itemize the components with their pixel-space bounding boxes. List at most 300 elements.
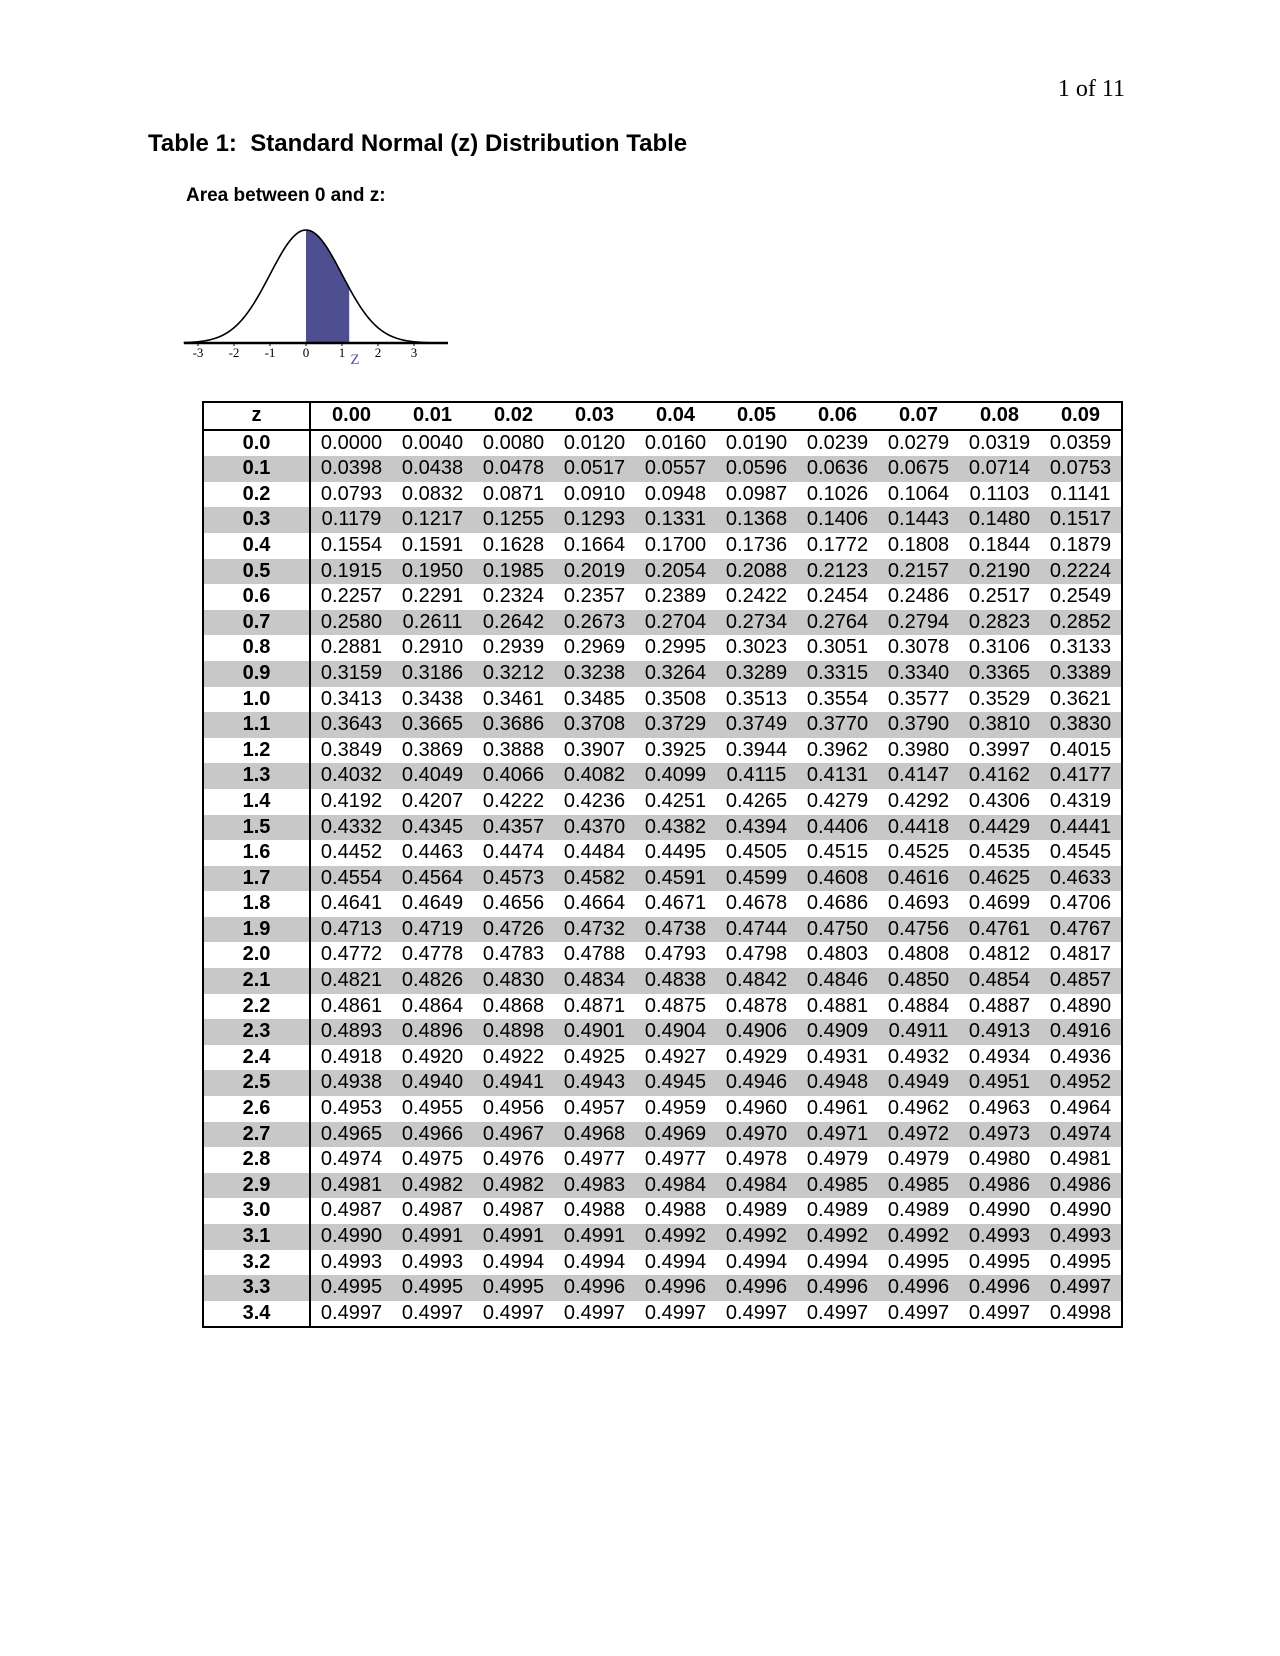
area-value-cell: 0.4726 — [473, 917, 554, 943]
area-value-cell: 0.0398 — [310, 456, 392, 482]
area-value-cell: 0.3708 — [554, 712, 635, 738]
table-row — [203, 738, 1122, 764]
area-value-cell: 0.3643 — [310, 712, 392, 738]
area-value-cell: 0.0753 — [1040, 456, 1122, 482]
area-value-cell: 0.4345 — [392, 815, 473, 841]
area-value-cell: 0.4996 — [797, 1275, 878, 1301]
area-value-cell: 0.0517 — [554, 456, 635, 482]
table-row — [203, 1096, 1122, 1122]
area-value-cell: 0.4985 — [878, 1173, 959, 1199]
area-value-cell: 0.4955 — [401, 1097, 464, 1120]
area-value-cell: 0.4982 — [473, 1173, 554, 1199]
shaded-area — [306, 230, 349, 343]
table-row — [203, 533, 1122, 559]
table-row — [203, 840, 1122, 866]
area-value-cell: 0.4251 — [644, 789, 707, 812]
area-value-cell: 0.3133 — [1049, 636, 1112, 659]
column-header: 0.09 — [1040, 402, 1122, 430]
area-value-cell: 0.4976 — [482, 1148, 545, 1171]
area-value-cell: 0.4394 — [716, 815, 797, 841]
z-value-cell: 2.6 — [203, 1096, 310, 1122]
table-row — [203, 763, 1122, 789]
area-value-cell: 0.4656 — [482, 892, 545, 915]
area-value-cell: 0.4306 — [968, 789, 1031, 812]
area-value-cell: 0.3264 — [635, 661, 716, 687]
column-header-z: z — [203, 402, 310, 430]
area-value-cell: 0.4997 — [482, 1301, 545, 1324]
area-value-cell: 0.4962 — [887, 1097, 950, 1120]
area-value-cell: 0.4994 — [725, 1250, 788, 1273]
area-value-cell: 0.4943 — [554, 1070, 635, 1096]
z-value-cell: 2.9 — [203, 1173, 310, 1199]
z-value-cell: 1.1 — [203, 712, 310, 738]
area-value-cell: 0.4686 — [806, 892, 869, 915]
area-value-cell: 0.0000 — [320, 431, 383, 454]
area-value-cell: 0.4854 — [959, 968, 1040, 994]
area-value-cell: 0.4997 — [968, 1301, 1031, 1324]
area-value-cell: 0.4995 — [473, 1275, 554, 1301]
area-value-cell: 0.4965 — [310, 1122, 392, 1148]
z-value-cell: 3.3 — [203, 1275, 310, 1301]
area-value-cell: 0.4767 — [1040, 917, 1122, 943]
area-value-cell: 0.4788 — [563, 943, 626, 966]
area-value-cell: 0.3438 — [401, 687, 464, 710]
area-value-cell: 0.0478 — [473, 456, 554, 482]
area-value-cell: 0.1915 — [310, 559, 392, 585]
area-value-cell: 0.4678 — [725, 892, 788, 915]
column-header: 0.06 — [797, 402, 878, 430]
z-value-cell: 2.5 — [203, 1070, 310, 1096]
area-value-cell: 0.4996 — [959, 1275, 1040, 1301]
area-value-cell: 0.4279 — [806, 789, 869, 812]
area-value-cell: 0.4616 — [878, 866, 959, 892]
area-value-cell: 0.4987 — [401, 1199, 464, 1222]
area-value-cell: 0.4994 — [806, 1250, 869, 1273]
area-value-cell: 0.4989 — [806, 1199, 869, 1222]
area-value-cell: 0.4838 — [635, 968, 716, 994]
area-value-cell: 0.4474 — [482, 841, 545, 864]
area-value-cell: 0.4992 — [878, 1224, 959, 1250]
area-value-cell: 0.1368 — [716, 507, 797, 533]
area-value-cell: 0.3907 — [563, 738, 626, 761]
area-value-cell: 0.4992 — [797, 1224, 878, 1250]
area-value-cell: 0.0120 — [563, 431, 626, 454]
area-value-cell: 0.4015 — [1049, 738, 1112, 761]
area-value-cell: 0.2257 — [320, 585, 383, 608]
area-value-cell: 0.2123 — [797, 559, 878, 585]
column-header: 0.01 — [392, 402, 473, 430]
table-row — [203, 482, 1122, 508]
column-header: 0.03 — [554, 402, 635, 430]
area-value-cell: 0.4920 — [401, 1045, 464, 1068]
area-value-cell: 0.4904 — [635, 1019, 716, 1045]
area-value-cell: 0.4319 — [1049, 789, 1112, 812]
area-value-cell: 0.1517 — [1040, 507, 1122, 533]
area-value-cell: 0.3159 — [310, 661, 392, 687]
area-value-cell: 0.4986 — [959, 1173, 1040, 1199]
area-value-cell: 0.4911 — [878, 1019, 959, 1045]
area-value-cell: 0.4826 — [392, 968, 473, 994]
area-value-cell: 0.4525 — [887, 841, 950, 864]
area-value-cell: 0.2939 — [482, 636, 545, 659]
area-value-cell: 0.4987 — [482, 1199, 545, 1222]
area-value-cell: 0.4993 — [959, 1224, 1040, 1250]
area-value-cell: 0.3106 — [968, 636, 1031, 659]
table-row — [203, 456, 1122, 482]
area-value-cell: 0.1844 — [968, 533, 1031, 556]
area-value-cell: 0.4945 — [635, 1070, 716, 1096]
z-value-cell: 2.8 — [203, 1147, 310, 1173]
table-row — [203, 559, 1122, 585]
area-value-cell: 0.4971 — [797, 1122, 878, 1148]
area-value-cell: 0.4147 — [878, 763, 959, 789]
area-value-cell: 0.4960 — [725, 1097, 788, 1120]
area-value-cell: 0.4484 — [563, 841, 626, 864]
area-value-cell: 0.3621 — [1049, 687, 1112, 710]
area-value-cell: 0.4982 — [392, 1173, 473, 1199]
area-value-cell: 0.2852 — [1040, 610, 1122, 636]
area-value-cell: 0.4573 — [473, 866, 554, 892]
area-value-cell: 0.4881 — [806, 994, 869, 1017]
area-value-cell: 0.1331 — [635, 507, 716, 533]
area-value-cell: 0.4980 — [968, 1148, 1031, 1171]
area-value-cell: 0.4938 — [310, 1070, 392, 1096]
column-header: 0.00 — [310, 402, 392, 430]
area-value-cell: 0.4995 — [392, 1275, 473, 1301]
area-value-cell: 0.0636 — [797, 456, 878, 482]
z-value-cell: 0.4 — [203, 533, 310, 559]
area-value-cell: 0.4066 — [473, 763, 554, 789]
area-value-cell: 0.4989 — [887, 1199, 950, 1222]
area-value-cell: 0.4625 — [959, 866, 1040, 892]
area-value-cell: 0.4591 — [635, 866, 716, 892]
area-value-cell: 0.4893 — [310, 1019, 392, 1045]
area-value-cell: 0.3749 — [716, 712, 797, 738]
area-value-cell: 0.4997 — [320, 1301, 383, 1324]
area-value-cell: 0.2486 — [887, 585, 950, 608]
area-value-cell: 0.4599 — [716, 866, 797, 892]
area-value-cell: 0.3508 — [644, 687, 707, 710]
area-value-cell: 0.4857 — [1040, 968, 1122, 994]
area-value-cell: 0.4996 — [635, 1275, 716, 1301]
area-value-cell: 0.4793 — [644, 943, 707, 966]
table-row — [203, 891, 1122, 917]
area-value-cell: 0.4934 — [968, 1045, 1031, 1068]
area-value-cell: 0.4963 — [968, 1097, 1031, 1120]
table-row — [203, 687, 1122, 713]
area-value-cell: 0.4265 — [725, 789, 788, 812]
z-value-cell: 1.0 — [203, 687, 310, 713]
area-value-cell: 0.4997 — [563, 1301, 626, 1324]
z-value-cell: 0.5 — [203, 559, 310, 585]
area-value-cell: 0.4535 — [968, 841, 1031, 864]
table-row — [203, 712, 1122, 738]
area-value-cell: 0.1406 — [797, 507, 878, 533]
area-value-cell: 0.4994 — [563, 1250, 626, 1273]
area-value-cell: 0.4984 — [716, 1173, 797, 1199]
area-value-cell: 0.4916 — [1040, 1019, 1122, 1045]
area-value-cell: 0.4418 — [878, 815, 959, 841]
area-value-cell: 0.4922 — [482, 1045, 545, 1068]
area-value-cell: 0.3869 — [401, 738, 464, 761]
area-value-cell: 0.4846 — [797, 968, 878, 994]
area-value-cell: 0.4463 — [401, 841, 464, 864]
area-value-cell: 0.4981 — [310, 1173, 392, 1199]
area-value-cell: 0.3686 — [473, 712, 554, 738]
area-value-cell: 0.4292 — [887, 789, 950, 812]
axis-tick-label: 2 — [374, 345, 382, 360]
table-row — [203, 1147, 1122, 1173]
area-value-cell: 0.0438 — [392, 456, 473, 482]
table-row — [203, 584, 1122, 610]
table-row — [203, 968, 1122, 994]
area-value-cell: 0.4131 — [797, 763, 878, 789]
area-value-cell: 0.1700 — [644, 533, 707, 556]
area-value-cell: 0.4738 — [635, 917, 716, 943]
table-row — [203, 1250, 1122, 1276]
z-value-cell: 0.7 — [203, 610, 310, 636]
area-value-cell: 0.0160 — [644, 431, 707, 454]
area-value-cell: 0.2764 — [797, 610, 878, 636]
area-value-cell: 0.4861 — [320, 994, 383, 1017]
area-value-cell: 0.4973 — [959, 1122, 1040, 1148]
table-row — [203, 994, 1122, 1020]
z-distribution-table — [202, 401, 1123, 1328]
table-row — [203, 610, 1122, 636]
area-value-cell: 0.0948 — [644, 482, 707, 505]
area-value-cell: 0.4964 — [1049, 1097, 1112, 1120]
area-value-cell: 0.4961 — [806, 1097, 869, 1120]
area-value-cell: 0.3849 — [320, 738, 383, 761]
area-value-cell: 0.4868 — [482, 994, 545, 1017]
area-value-cell: 0.4778 — [401, 943, 464, 966]
area-value-cell: 0.2794 — [878, 610, 959, 636]
area-value-cell: 0.4995 — [968, 1250, 1031, 1273]
area-value-cell: 0.0793 — [320, 482, 383, 505]
column-header: 0.05 — [716, 402, 797, 430]
area-value-cell: 0.2357 — [563, 585, 626, 608]
area-value-cell: 0.4979 — [887, 1148, 950, 1171]
area-value-cell: 0.4798 — [725, 943, 788, 966]
area-value-cell: 0.3023 — [725, 636, 788, 659]
table-row — [203, 1019, 1122, 1045]
area-value-cell: 0.4901 — [554, 1019, 635, 1045]
area-value-cell: 0.2389 — [644, 585, 707, 608]
area-value-cell: 0.3577 — [887, 687, 950, 710]
area-value-cell: 0.4977 — [644, 1148, 707, 1171]
area-value-cell: 0.4909 — [797, 1019, 878, 1045]
area-value-cell: 0.1064 — [887, 482, 950, 505]
area-value-cell: 0.3665 — [392, 712, 473, 738]
z-value-cell: 1.9 — [203, 917, 310, 943]
area-value-cell: 0.4994 — [482, 1250, 545, 1273]
area-value-cell: 0.1950 — [392, 559, 473, 585]
area-value-cell: 0.4115 — [716, 763, 797, 789]
area-value-cell: 0.3051 — [806, 636, 869, 659]
z-value-cell: 3.1 — [203, 1224, 310, 1250]
area-value-cell: 0.3513 — [725, 687, 788, 710]
area-value-cell: 0.3315 — [797, 661, 878, 687]
area-value-cell: 0.2549 — [1049, 585, 1112, 608]
z-value-cell: 2.4 — [203, 1045, 310, 1071]
area-value-cell: 0.4986 — [1040, 1173, 1122, 1199]
area-value-cell: 0.3186 — [392, 661, 473, 687]
area-value-cell: 0.4997 — [401, 1301, 464, 1324]
area-value-cell: 0.4207 — [401, 789, 464, 812]
area-value-cell: 0.4932 — [887, 1045, 950, 1068]
area-value-cell: 0.4875 — [644, 994, 707, 1017]
area-value-cell: 0.4991 — [392, 1224, 473, 1250]
area-value-cell: 0.4959 — [644, 1097, 707, 1120]
area-value-cell: 0.4953 — [320, 1097, 383, 1120]
area-value-cell: 0.4772 — [320, 943, 383, 966]
area-value-cell: 0.2190 — [959, 559, 1040, 585]
area-value-cell: 0.3389 — [1040, 661, 1122, 687]
table-row — [203, 789, 1122, 815]
area-value-cell: 0.4890 — [1049, 994, 1112, 1017]
area-value-cell: 0.0239 — [806, 431, 869, 454]
table-row — [203, 1045, 1122, 1071]
area-value-cell: 0.4429 — [959, 815, 1040, 841]
z-value-cell: 1.4 — [203, 789, 310, 815]
area-value-cell: 0.4946 — [716, 1070, 797, 1096]
area-value-cell: 0.4332 — [310, 815, 392, 841]
area-value-cell: 0.4357 — [473, 815, 554, 841]
area-value-cell: 0.4664 — [563, 892, 626, 915]
table-row — [203, 1122, 1122, 1148]
area-value-cell: 0.4049 — [392, 763, 473, 789]
area-value-cell: 0.4370 — [554, 815, 635, 841]
z-value-cell: 0.2 — [203, 482, 310, 508]
area-value-cell: 0.4783 — [482, 943, 545, 966]
table-row — [203, 866, 1122, 892]
area-value-cell: 0.3529 — [968, 687, 1031, 710]
area-value-cell: 0.4974 — [320, 1148, 383, 1171]
area-value-cell: 0.0080 — [482, 431, 545, 454]
area-value-cell: 0.0190 — [725, 431, 788, 454]
area-value-cell: 0.1255 — [473, 507, 554, 533]
area-value-cell: 0.4918 — [320, 1045, 383, 1068]
area-value-cell: 0.1480 — [959, 507, 1040, 533]
z-value-cell: 0.9 — [203, 661, 310, 687]
z-value-cell: 1.2 — [203, 738, 310, 764]
area-value-cell: 0.4177 — [1040, 763, 1122, 789]
area-value-cell: 0.2291 — [401, 585, 464, 608]
z-axis-label: Z — [350, 352, 360, 365]
z-value-cell: 3.2 — [203, 1250, 310, 1276]
area-value-cell: 0.4997 — [644, 1301, 707, 1324]
area-value-cell: 0.2910 — [401, 636, 464, 659]
area-value-cell: 0.1026 — [806, 482, 869, 505]
area-value-cell: 0.4236 — [563, 789, 626, 812]
area-value-cell: 0.2422 — [725, 585, 788, 608]
area-value-cell: 0.4693 — [887, 892, 950, 915]
area-value-cell: 0.4608 — [797, 866, 878, 892]
column-header: 0.04 — [635, 402, 716, 430]
area-value-cell: 0.1985 — [473, 559, 554, 585]
area-value-cell: 0.4991 — [554, 1224, 635, 1250]
area-value-cell: 0.4995 — [887, 1250, 950, 1273]
area-value-cell: 0.4641 — [320, 892, 383, 915]
area-value-cell: 0.4998 — [1049, 1301, 1112, 1324]
area-value-cell: 0.0557 — [635, 456, 716, 482]
area-value-cell: 0.4821 — [310, 968, 392, 994]
area-value-cell: 0.3997 — [968, 738, 1031, 761]
area-value-cell: 0.0596 — [716, 456, 797, 482]
z-value-cell: 2.3 — [203, 1019, 310, 1045]
area-value-cell: 0.0675 — [878, 456, 959, 482]
area-value-cell: 0.4997 — [887, 1301, 950, 1324]
area-value-cell: 0.1293 — [554, 507, 635, 533]
area-value-cell: 0.3461 — [482, 687, 545, 710]
area-value-cell: 0.3790 — [878, 712, 959, 738]
area-value-cell: 0.3078 — [887, 636, 950, 659]
z-value-cell: 2.0 — [203, 942, 310, 968]
area-value-cell: 0.4732 — [554, 917, 635, 943]
z-value-cell: 2.7 — [203, 1122, 310, 1148]
area-value-cell: 0.4162 — [959, 763, 1040, 789]
axis-tick-label: -2 — [228, 345, 240, 360]
area-value-cell: 0.4956 — [482, 1097, 545, 1120]
area-value-cell: 0.4750 — [797, 917, 878, 943]
area-value-cell: 0.3888 — [482, 738, 545, 761]
area-value-cell: 0.3925 — [644, 738, 707, 761]
column-header: 0.07 — [878, 402, 959, 430]
area-value-cell: 0.1736 — [725, 533, 788, 556]
area-value-cell: 0.3485 — [563, 687, 626, 710]
area-value-cell: 0.4878 — [725, 994, 788, 1017]
area-value-cell: 0.1664 — [563, 533, 626, 556]
area-value-cell: 0.2995 — [644, 636, 707, 659]
area-value-cell: 0.0832 — [401, 482, 464, 505]
normal-curve-figure — [180, 215, 460, 365]
area-value-cell: 0.4966 — [392, 1122, 473, 1148]
z-value-cell: 3.4 — [203, 1301, 310, 1328]
area-value-cell: 0.4988 — [563, 1199, 626, 1222]
area-value-cell: 0.4761 — [959, 917, 1040, 943]
area-value-cell: 0.4896 — [392, 1019, 473, 1045]
area-value-cell: 0.4970 — [716, 1122, 797, 1148]
area-value-cell: 0.1628 — [482, 533, 545, 556]
z-value-cell: 1.5 — [203, 815, 310, 841]
area-value-cell: 0.2704 — [635, 610, 716, 636]
area-value-cell: 0.4985 — [797, 1173, 878, 1199]
area-value-cell: 0.4545 — [1049, 841, 1112, 864]
table-row — [203, 917, 1122, 943]
area-value-cell: 0.4222 — [482, 789, 545, 812]
area-value-cell: 0.3413 — [320, 687, 383, 710]
area-value-cell: 0.4564 — [392, 866, 473, 892]
area-value-cell: 0.4977 — [563, 1148, 626, 1171]
area-value-cell: 0.1217 — [392, 507, 473, 533]
area-value-cell: 0.4842 — [716, 968, 797, 994]
table-row — [203, 815, 1122, 841]
area-value-cell: 0.4671 — [644, 892, 707, 915]
area-value-cell: 0.4990 — [310, 1224, 392, 1250]
area-value-cell: 0.4830 — [473, 968, 554, 994]
area-value-cell: 0.2224 — [1040, 559, 1122, 585]
area-value-cell: 0.4452 — [320, 841, 383, 864]
area-value-cell: 0.0359 — [1049, 431, 1112, 454]
axis-tick-label: 0 — [302, 345, 310, 360]
area-value-cell: 0.1879 — [1049, 533, 1112, 556]
area-value-cell: 0.4554 — [310, 866, 392, 892]
area-value-cell: 0.0910 — [563, 482, 626, 505]
area-value-cell: 0.4441 — [1040, 815, 1122, 841]
area-value-cell: 0.3962 — [806, 738, 869, 761]
area-value-cell: 0.3365 — [959, 661, 1040, 687]
axis-tick-label: 1 — [338, 345, 346, 360]
